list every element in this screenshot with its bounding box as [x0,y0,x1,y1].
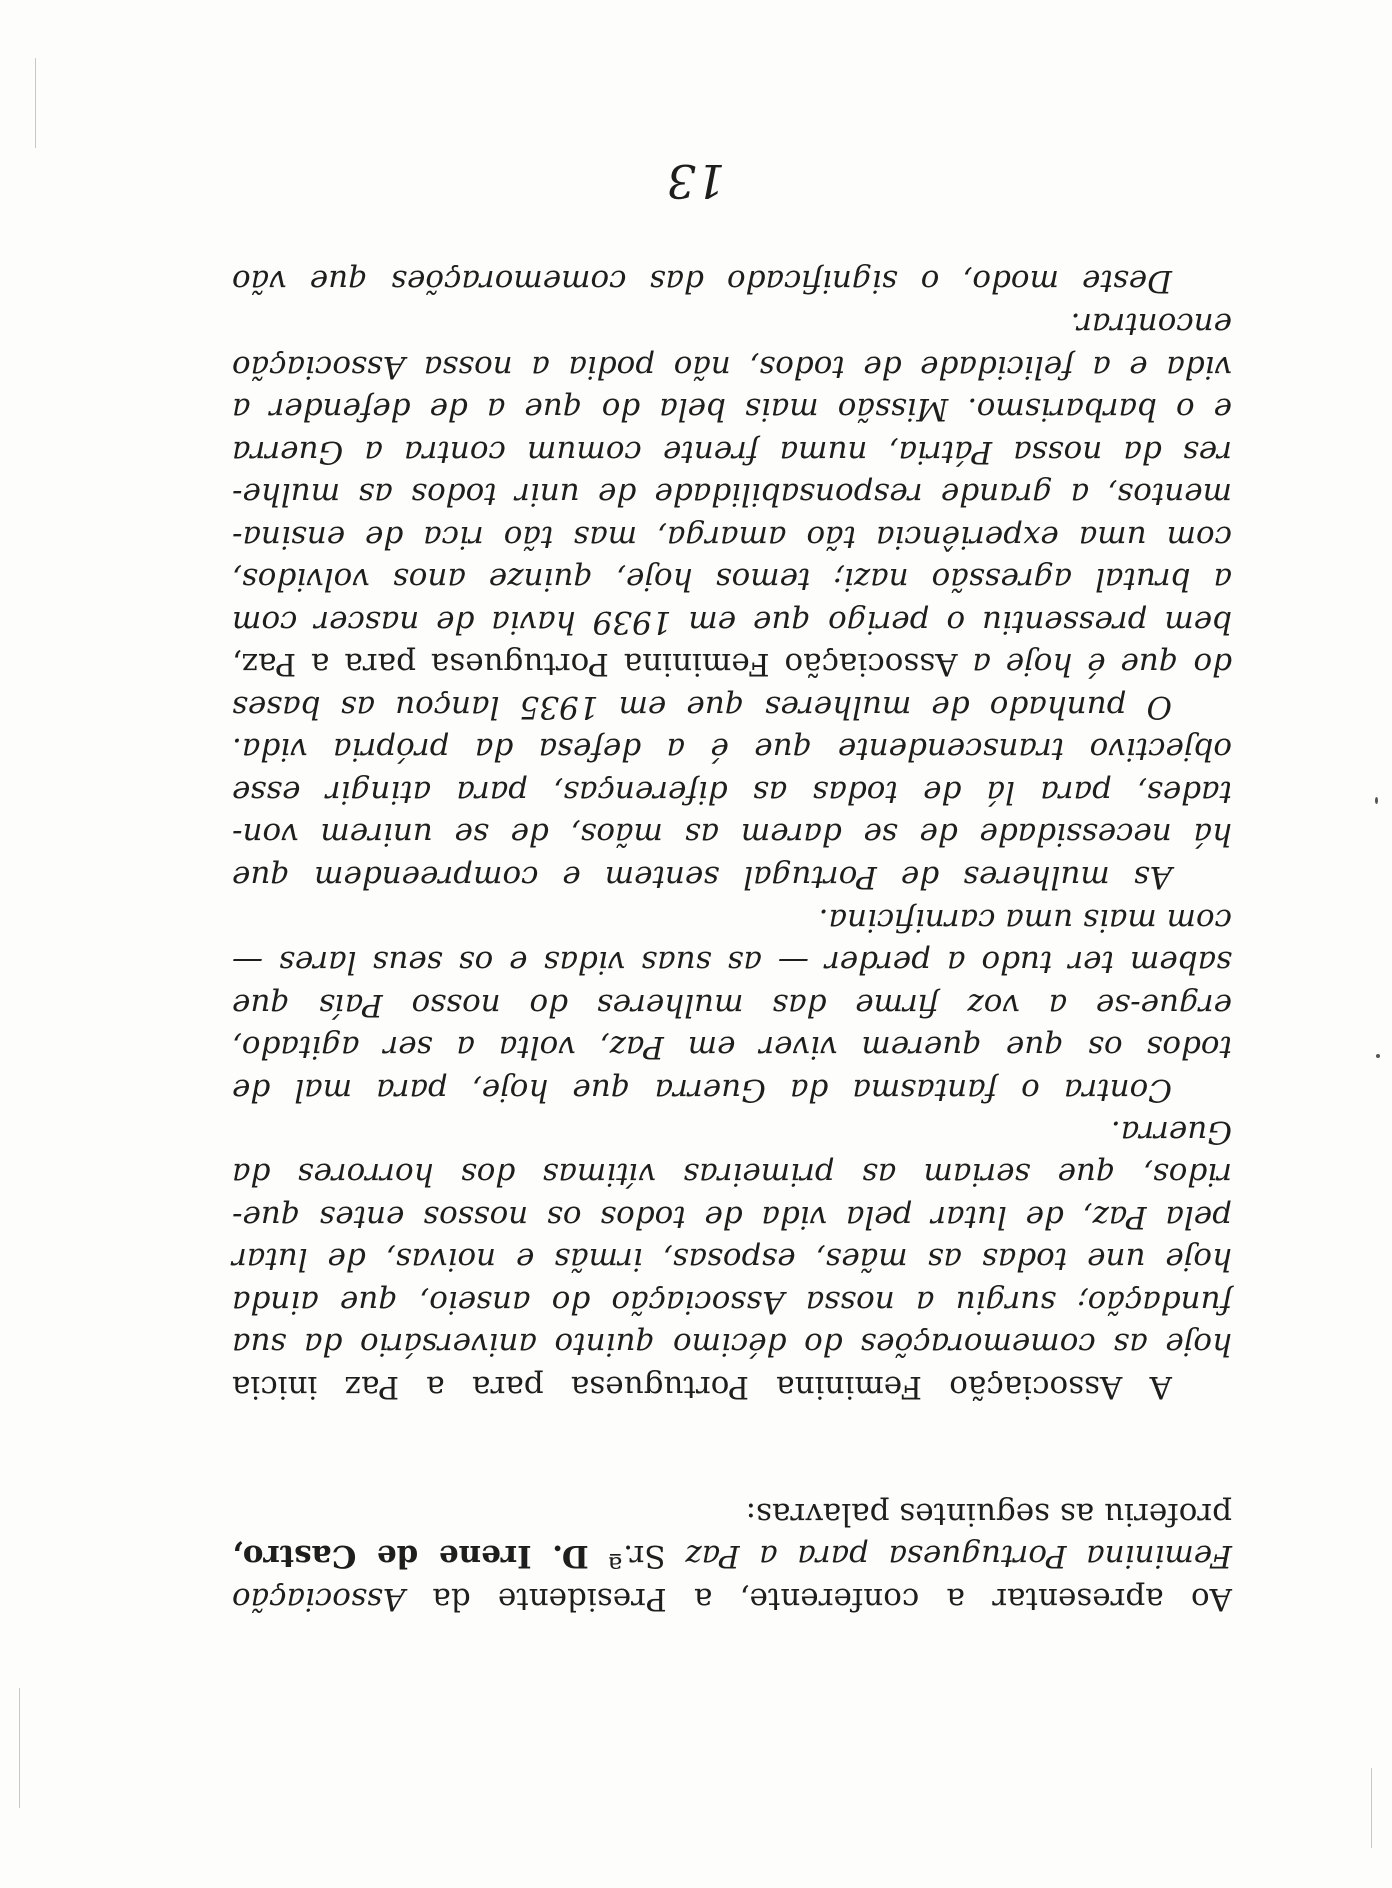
scan-speck [1376,1054,1380,1058]
speech-paragraph-1 [232,1111,1232,1409]
p1-line-3: fundação; surgiu a nossa Associação do anseio, que ainda [232,1284,1232,1320]
association-name: Associação Feminina Portuguesa para a Paz, [232,646,958,683]
p1-line-5: pela Paz, de lutar pela vida de todos os nossos entes que- [232,1199,1232,1235]
p2-line-3: ergue-se a voz firme das mulheres do nosso País que [232,987,1232,1023]
p3-line-1: As mulheres de Portugal sentem e compreendem que [232,859,1172,895]
scan-speck [1375,797,1378,804]
p4-line-9: vida e a felicidade de todos, não podia a nossa Associação [232,349,1232,385]
p2-line-2: todos os que querem viver em Paz, volta a ser agitado, [232,1029,1232,1066]
speech-paragraph-4 [232,303,1232,728]
speech-paragraph-3 [232,728,1232,898]
p4-line-5: com uma experiência tão amarga, mas tão rica de ensina- [232,519,1232,555]
p4-line-10: encontrar. [1070,306,1232,343]
p4-line-7: res da nossa Pátria, numa frente comum contra a Guerra [232,434,1232,470]
intro-line-2-title: Sr.ª [588,1538,686,1575]
p1-line-6: ridos, que seriam as primeiras vítimas dos horrores da [232,1156,1232,1193]
page-number: 13 [666,154,726,208]
intro-line-1: Ao apresentar a conferente, a Presidente da [405,1581,1232,1617]
p1-line-4: hoje une todas as mães, esposas, irmãs e noivas, de lutar [232,1241,1232,1278]
p4-line-8: e o barbarismo. Missão mais bela do que a de defender a [232,391,1232,428]
intro-line-1-italic: Associação [232,1581,406,1617]
p2-line-5: com mais uma carnificina. [818,902,1232,938]
p4-line-1: O punhado de mulheres que em 1935 lançou as bases [232,689,1172,725]
speech-paragraph-2 [232,899,1232,1112]
p4-line-4: a brutal agressão nazi; temos hoje, quinze anos volvidos, [232,561,1232,598]
p2-line-1: Contra o fantasma da Guerra que hoje, para mal de [232,1072,1172,1108]
scan-margin-line [35,58,36,148]
p1-line-2: hoje as comemorações do décimo quinto aniversário da sua [232,1326,1232,1363]
p4-line-6: mentos, a grande responsabilidade de unir todos as mulhe- [232,476,1232,513]
intro-line-2-italic: Feminina Portuguesa para a Paz [685,1538,1232,1575]
p4-line-3: bem pressentiu o perigo que em 1939 havia de nascer com [232,604,1232,640]
scan-margin-line [1371,1768,1372,1848]
p3-line-4: objectivo transcendente que é a defesa da própria vida. [232,731,1232,768]
p4-line-2-italic: do que é hoje a [957,646,1232,683]
intro-line-3: proferiu as seguintes palavras: [745,1496,1232,1532]
speech-paragraph-5 [232,260,1232,303]
intro-paragraph [232,1493,1232,1621]
scan-margin-line [19,1688,20,1808]
speaker-name: D. Irene de Castro, [232,1538,589,1575]
p2-line-4: sabem ter tudo a perder — as suas vidas e os seus lares — [232,944,1232,981]
p3-line-2: há necessidade de se darem as mãos, de se unirem von- [232,816,1232,853]
p1-line-7: Guerra. [1110,1114,1232,1150]
p5-line-1: Deste modo, o significado das comemorações que vão [232,263,1172,299]
p1-line-1: A Associação Feminina Portuguesa para a Paz inicia [232,1369,1172,1405]
p3-line-3: tades, para lá de todas as diferenças, para atingir esse [232,774,1232,810]
